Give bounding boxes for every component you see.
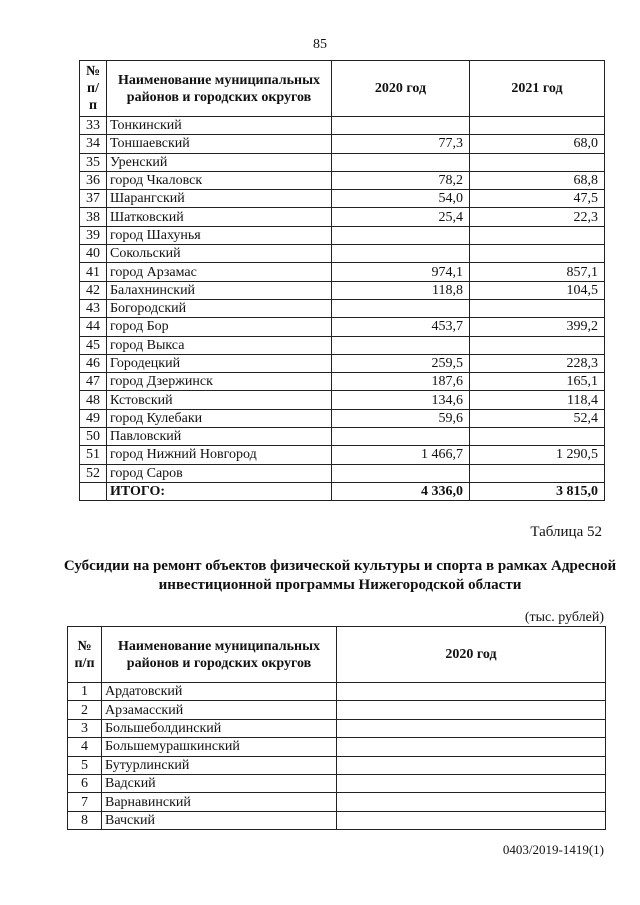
- district-name: Шатковский: [107, 208, 332, 226]
- table-header-row: [68, 627, 606, 683]
- row-number: 51: [80, 446, 107, 464]
- district-name: Варнавинский: [102, 793, 337, 811]
- header-district-name: Наименование муниципальных районов и городских округов: [107, 61, 332, 117]
- value-2021: 857,1: [470, 263, 605, 281]
- value-2020: [332, 153, 470, 171]
- total-label: ИТОГО:: [107, 482, 332, 500]
- value-2021: [470, 153, 605, 171]
- total-empty-cell: [80, 482, 107, 500]
- value-2020: [337, 719, 606, 737]
- value-2021: 165,1: [470, 373, 605, 391]
- page-number: 85: [313, 37, 327, 52]
- district-name: Бутурлинский: [102, 756, 337, 774]
- table-body: [80, 117, 605, 501]
- value-2020: 25,4: [332, 208, 470, 226]
- value-2020: [337, 683, 606, 701]
- district-name: Ардатовский: [102, 683, 337, 701]
- district-name: город Кулебаки: [107, 409, 332, 427]
- row-number: 42: [80, 281, 107, 299]
- value-2021: [470, 336, 605, 354]
- district-name: город Арзамас: [107, 263, 332, 281]
- header-year-2020: 2020 год: [332, 61, 470, 117]
- row-number: 4: [68, 738, 102, 756]
- row-number: 5: [68, 756, 102, 774]
- district-name: Тонкинский: [107, 117, 332, 135]
- table-row: [80, 171, 605, 189]
- total-2021: 3 815,0: [470, 482, 605, 500]
- value-2020: [332, 245, 470, 263]
- table-row: [68, 683, 606, 701]
- header-year-2020: 2020 год: [337, 627, 606, 683]
- table-row: [80, 190, 605, 208]
- row-number: 47: [80, 373, 107, 391]
- row-number: 2: [68, 701, 102, 719]
- district-name: Богородский: [107, 299, 332, 317]
- table-row: [80, 464, 605, 482]
- table-row: [80, 391, 605, 409]
- value-2020: [337, 793, 606, 811]
- table-row: [80, 354, 605, 372]
- header-number: № п/п: [80, 61, 107, 117]
- table-row: [80, 208, 605, 226]
- document-code: 0403/2019-1419(1): [502, 842, 604, 857]
- table-row: [80, 299, 605, 317]
- value-2020: 453,7: [332, 318, 470, 336]
- table-row: [80, 318, 605, 336]
- row-number: 45: [80, 336, 107, 354]
- subsidy-table-continued: [79, 60, 605, 501]
- row-number: 36: [80, 171, 107, 189]
- district-name: Арзамасский: [102, 701, 337, 719]
- header-district-name: Наименование муниципальных районов и городских округов: [102, 627, 337, 683]
- table-row: [68, 701, 606, 719]
- value-2020: 187,6: [332, 373, 470, 391]
- value-2021: 399,2: [470, 318, 605, 336]
- value-2020: [332, 464, 470, 482]
- district-name: Большеболдинский: [102, 719, 337, 737]
- row-number: 41: [80, 263, 107, 281]
- district-name: город Саров: [107, 464, 332, 482]
- district-name: Большемурашкинский: [102, 738, 337, 756]
- district-name: Павловский: [107, 428, 332, 446]
- district-name: город Нижний Новгород: [107, 446, 332, 464]
- total-2020: 4 336,0: [332, 482, 470, 500]
- row-number: 52: [80, 464, 107, 482]
- table-row: [80, 263, 605, 281]
- district-name: Сокольский: [107, 245, 332, 263]
- value-2021: 52,4: [470, 409, 605, 427]
- value-2020: 259,5: [332, 354, 470, 372]
- row-number: 33: [80, 117, 107, 135]
- row-number: 50: [80, 428, 107, 446]
- table-row: [68, 738, 606, 756]
- row-number: 38: [80, 208, 107, 226]
- value-2020: 974,1: [332, 263, 470, 281]
- table-row: [80, 428, 605, 446]
- value-2021: [470, 428, 605, 446]
- table-row: [80, 446, 605, 464]
- units-label: (тыс. рублей): [524, 610, 604, 625]
- row-number: 1: [68, 683, 102, 701]
- table-row: [68, 756, 606, 774]
- value-2021: 118,4: [470, 391, 605, 409]
- value-2020: 134,6: [332, 391, 470, 409]
- district-name: город Шахунья: [107, 226, 332, 244]
- district-name: Кстовский: [107, 391, 332, 409]
- value-2021: [470, 245, 605, 263]
- district-name: Шарангский: [107, 190, 332, 208]
- value-2021: 47,5: [470, 190, 605, 208]
- value-2020: [337, 774, 606, 792]
- header-year-2021: 2021 год: [470, 61, 605, 117]
- value-2020: [337, 756, 606, 774]
- value-2021: [470, 464, 605, 482]
- sports-subsidy-table: [67, 626, 606, 830]
- table-row: [80, 245, 605, 263]
- table-title: Субсидии на ремонт объектов физической культуры и спорта в рамках Адресной инвестиционной программы Нижегородской области: [63, 558, 617, 593]
- row-number: 40: [80, 245, 107, 263]
- district-name: город Бор: [107, 318, 332, 336]
- value-2020: [332, 428, 470, 446]
- value-2020: [332, 299, 470, 317]
- district-name: Уренский: [107, 153, 332, 171]
- table-row: [80, 226, 605, 244]
- row-number: 49: [80, 409, 107, 427]
- value-2020: 78,2: [332, 171, 470, 189]
- row-number: 37: [80, 190, 107, 208]
- value-2021: 104,5: [470, 281, 605, 299]
- district-name: Балахнинский: [107, 281, 332, 299]
- value-2021: 68,8: [470, 171, 605, 189]
- row-number: 39: [80, 226, 107, 244]
- table-row: [80, 135, 605, 153]
- table-header-row: [80, 61, 605, 117]
- value-2020: 77,3: [332, 135, 470, 153]
- value-2021: [470, 299, 605, 317]
- row-number: 8: [68, 811, 102, 829]
- value-2020: [332, 117, 470, 135]
- district-name: город Дзержинск: [107, 373, 332, 391]
- district-name: Вадский: [102, 774, 337, 792]
- row-number: 3: [68, 719, 102, 737]
- table-number-label: Таблица 52: [530, 524, 602, 540]
- row-number: 46: [80, 354, 107, 372]
- district-name: Тоншаевский: [107, 135, 332, 153]
- district-name: Вачский: [102, 811, 337, 829]
- table-body: [68, 683, 606, 830]
- table-row: [80, 281, 605, 299]
- row-number: 7: [68, 793, 102, 811]
- district-name: город Чкаловск: [107, 171, 332, 189]
- value-2020: [332, 226, 470, 244]
- value-2020: 54,0: [332, 190, 470, 208]
- row-number: 48: [80, 391, 107, 409]
- value-2020: [337, 811, 606, 829]
- district-name: город Выкса: [107, 336, 332, 354]
- table-row: [68, 774, 606, 792]
- table-row: [80, 336, 605, 354]
- row-number: 6: [68, 774, 102, 792]
- value-2020: 1 466,7: [332, 446, 470, 464]
- table-row: [68, 719, 606, 737]
- value-2021: [470, 226, 605, 244]
- value-2020: 59,6: [332, 409, 470, 427]
- value-2021: 68,0: [470, 135, 605, 153]
- value-2021: [470, 117, 605, 135]
- value-2020: [337, 738, 606, 756]
- table-row: [68, 793, 606, 811]
- row-number: 35: [80, 153, 107, 171]
- total-row: [80, 482, 605, 500]
- district-name: Городецкий: [107, 354, 332, 372]
- value-2021: 1 290,5: [470, 446, 605, 464]
- value-2021: 228,3: [470, 354, 605, 372]
- row-number: 44: [80, 318, 107, 336]
- header-number: № п/п: [68, 627, 102, 683]
- table-row: [80, 373, 605, 391]
- row-number: 34: [80, 135, 107, 153]
- table-row: [80, 117, 605, 135]
- table-row: [80, 153, 605, 171]
- value-2020: [337, 701, 606, 719]
- value-2021: 22,3: [470, 208, 605, 226]
- value-2020: 118,8: [332, 281, 470, 299]
- table-row: [80, 409, 605, 427]
- row-number: 43: [80, 299, 107, 317]
- value-2020: [332, 336, 470, 354]
- table-row: [68, 811, 606, 829]
